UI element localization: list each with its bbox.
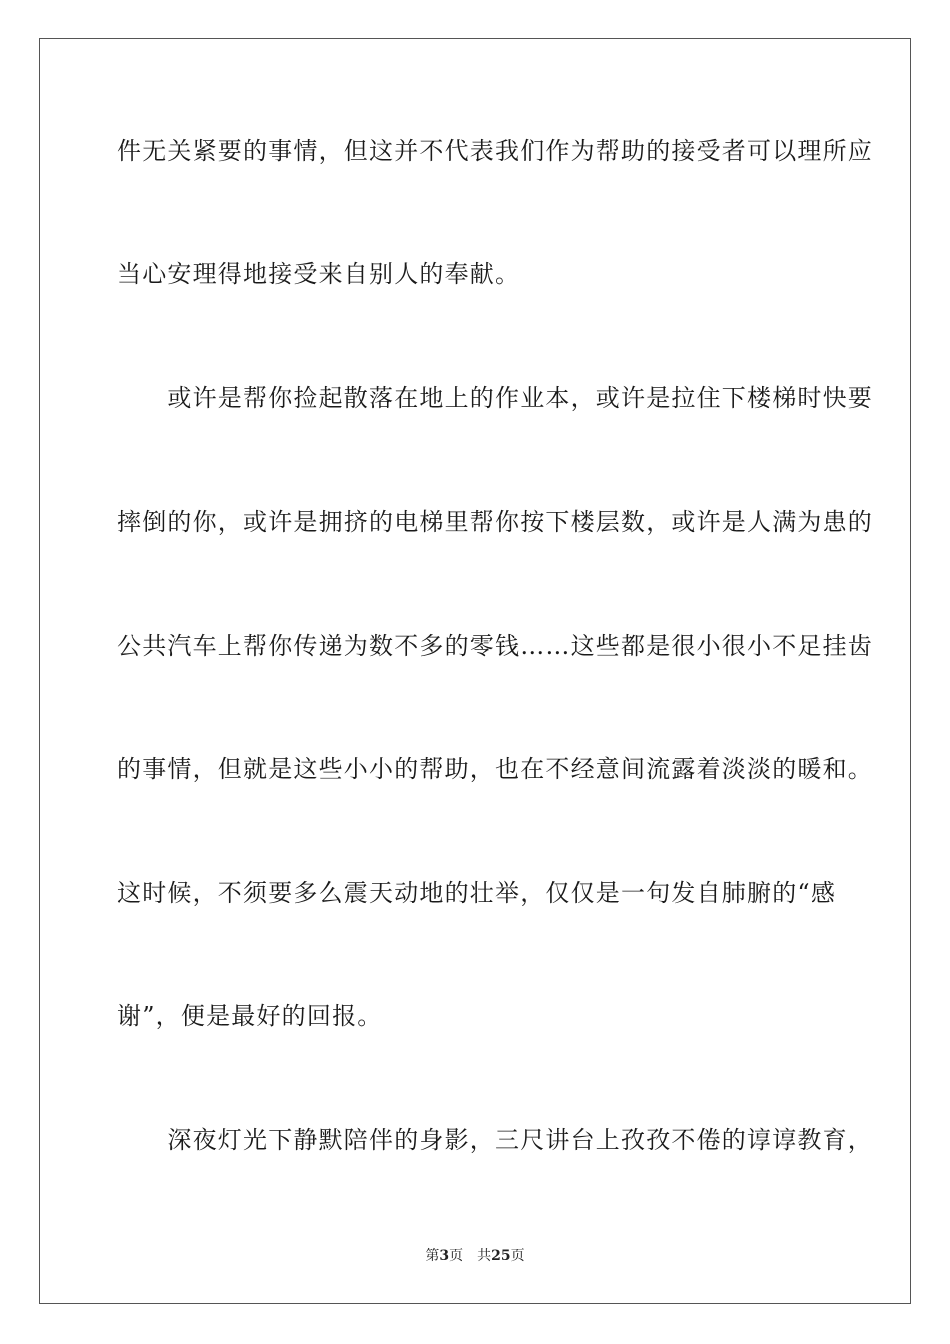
text-line-4: 摔倒的你，或许是拥挤的电梯里帮你按下楼层数，或许是人满为患的 (117, 508, 873, 536)
total-suffix: 页 (510, 1248, 525, 1264)
text-line-3: 或许是帮你捡起散落在地上的作业本，或许是拉住下楼梯时快要 (117, 384, 873, 412)
total-pages: 25 (491, 1248, 511, 1264)
text-line-1: 件无关紧要的事情，但这并不代表我们作为帮助的接受者可以理所应 (117, 137, 873, 165)
text-line-8: 谢”，便是最好的回报。 (117, 1002, 383, 1030)
page-suffix: 页 (449, 1248, 464, 1264)
page-prefix: 第 (425, 1248, 440, 1264)
total-prefix: 共 (477, 1248, 492, 1264)
text-line-5: 公共汽车上帮你传递为数不多的零钱……这些都是很小很小不足挂齿 (117, 632, 873, 660)
text-line-6: 的事情，但就是这些小小的帮助，也在不经意间流露着淡淡的暖和。 (117, 755, 873, 783)
page-number: 3 (439, 1248, 450, 1264)
text-line-9: 深夜灯光下静默陪伴的身影，三尺讲台上孜孜不倦的谆谆教育， (117, 1126, 873, 1154)
page-border (39, 38, 911, 1304)
text-line-7: 这时候，不须要多么震天动地的壮举，仅仅是一句发自肺腑的“感 (117, 879, 837, 907)
text-line-2: 当心安理得地接受来自别人的奉献。 (117, 260, 521, 288)
page-footer (0, 1247, 950, 1265)
